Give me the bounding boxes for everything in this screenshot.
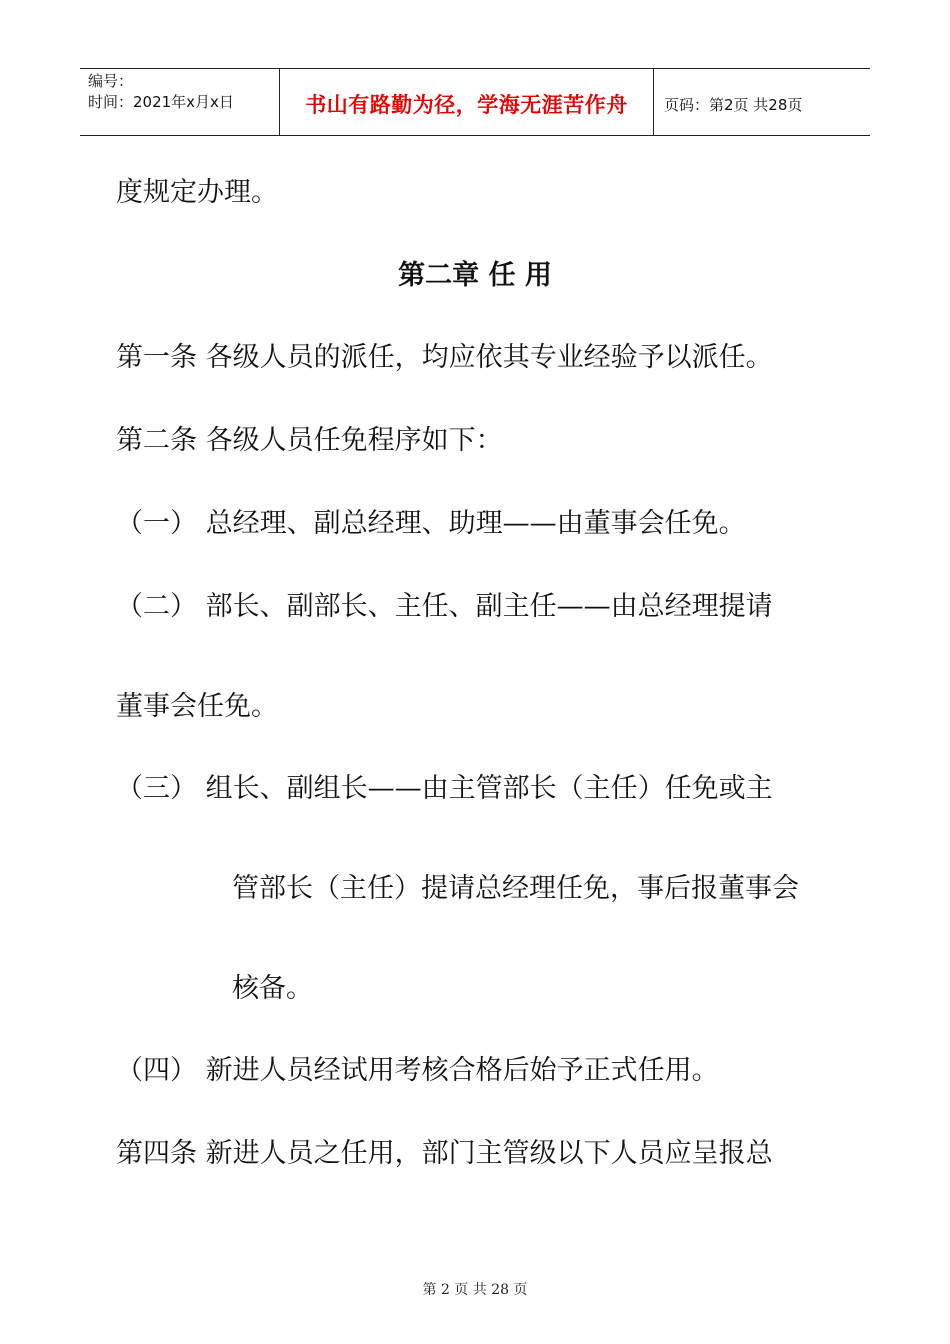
header-page-info-text: 页码：第2页 共28页	[664, 95, 803, 114]
item-3-line-2: 管部长（主任）提请总经理任免，事后报董事会	[232, 873, 799, 904]
header-time-label: 时间：2021年x月x日	[88, 93, 234, 111]
header-motto-cell	[280, 69, 654, 135]
item-2-line-1: （二） 部长、副部长、主任、副主任——由总经理提请	[116, 591, 773, 622]
article-2: 第二条 各级人员任免程序如下：	[116, 425, 503, 456]
item-4: （四） 新进人员经试用考核合格后始予正式任用。	[116, 1055, 719, 1086]
article-1: 第一条 各级人员的派任，均应依其专业经验予以派任。	[116, 342, 773, 373]
header-number-label: 编号：	[88, 72, 134, 90]
header-page-info	[654, 69, 870, 135]
item-1: （一） 总经理、副总经理、助理——由董事会任免。	[116, 508, 746, 539]
item-2-line-2: 董事会任免。	[116, 691, 278, 722]
header-motto: 书山有路勤为径，学海无涯苦作舟	[305, 93, 628, 117]
item-3-line-1: （三） 组长、副组长——由主管部长（主任）任免或主	[116, 773, 773, 804]
chapter-heading: 第二章 任 用	[398, 260, 552, 291]
line-continuation: 度规定办理。	[116, 177, 278, 208]
article-4: 第四条 新进人员之任用，部门主管级以下人员应呈报总	[116, 1138, 773, 1169]
item-3-line-3: 核备。	[232, 973, 313, 1004]
page-footer: 第 2 页 共 28 页	[422, 1282, 528, 1298]
header-meta	[80, 69, 280, 135]
page-header	[80, 68, 870, 136]
